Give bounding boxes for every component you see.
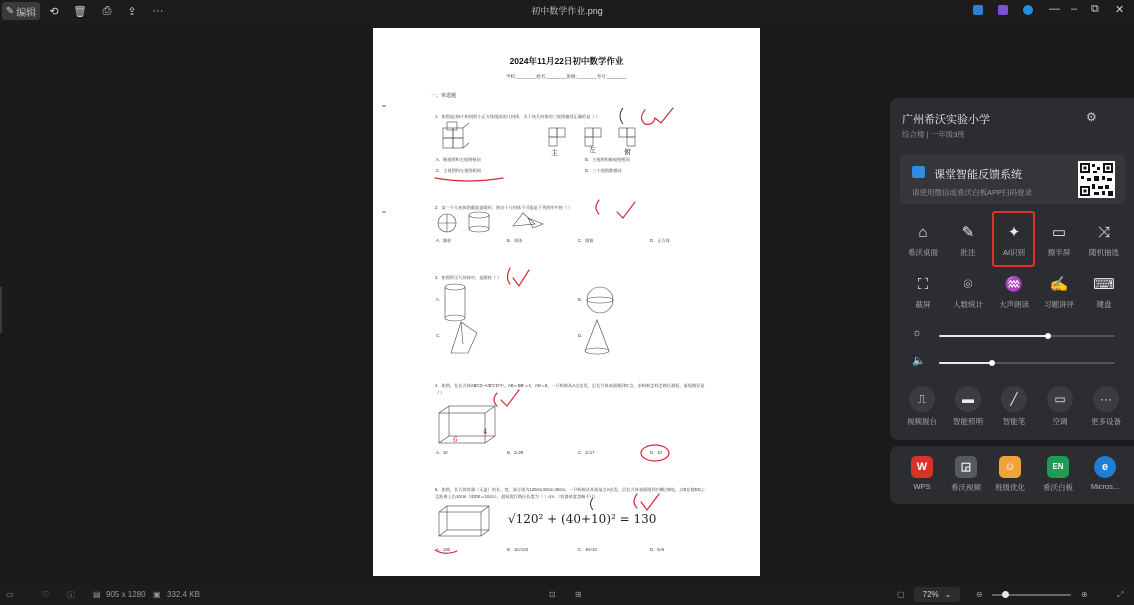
close-icon[interactable]: ✕ (1115, 4, 1125, 16)
zoom-level: 72% (922, 590, 939, 599)
question-2: 2．某一个几何体的截面是圆形，则这个几何体不可能是下列图形中的（ ） (435, 205, 573, 210)
volume-icon: 🔈 (912, 355, 926, 367)
option-text: A．130 (436, 547, 450, 552)
question-4: 4．如图，在长方体ABCD−A′B′C′D′中，AB＝BB′＝4，AD＝6，一只蚂蚁从A点出发，沿长方体表面爬到C′点，求蚂蚁怎样走路径最短，最短路径是（ ） (435, 383, 705, 395)
info-icon[interactable]: ⓘ (67, 591, 75, 600)
app-seewo-whiteboard[interactable] (1035, 456, 1081, 493)
feedback-subtitle: 请使用微信或希沃白板APP扫码登录 (912, 188, 1033, 197)
pen-icon: ✎ (961, 224, 975, 241)
filmstrip-icon[interactable]: ▭ (6, 590, 14, 599)
q1-views-figure (549, 128, 635, 146)
screenshot-icon: ⛶ (917, 276, 929, 293)
window-title: 初中数学作业.png (531, 6, 603, 16)
shuffle-icon: ⤨ (1097, 224, 1110, 241)
option-text: C．主视图和左视图相同 (436, 168, 481, 173)
read-aloud-icon: ♒ (1004, 276, 1024, 293)
edge-icon: e (1094, 456, 1116, 478)
device-air-conditioner[interactable] (1037, 386, 1083, 427)
volume-fill (939, 362, 992, 364)
tool-label: 截屏 (915, 300, 931, 309)
tool-label: 人数统计 (953, 300, 983, 309)
option-text: A． (436, 297, 443, 302)
light-icon: ▬ (955, 386, 981, 412)
tool-random-pick[interactable] (1082, 222, 1126, 266)
app-wps[interactable] (899, 456, 945, 491)
option-text: D．三个视图都相同 (585, 168, 622, 173)
air-conditioner-icon: ▭ (1047, 386, 1073, 412)
fullscreen-icon[interactable]: ▢ (897, 590, 905, 599)
figure-drawings (373, 28, 760, 576)
q4-box (439, 406, 495, 443)
classroom-control-panel (890, 98, 1134, 440)
seewo-whiteboard-icon: EN (1047, 456, 1069, 478)
page-title: 2024年11月22日初中数学作业 (509, 56, 624, 66)
option-text: C． (436, 333, 444, 338)
device-smart-pen[interactable] (991, 386, 1037, 427)
rotate-icon: ⟲ (49, 5, 59, 18)
tool-label: 随机抽选 (1089, 248, 1119, 257)
volume-track[interactable] (939, 362, 1115, 364)
tool-label: 希沃桌面 (908, 248, 938, 257)
option-text: D． (578, 333, 586, 338)
question-1: 1．如图是由5个相同的小正方体组成的几何体，关于该几何体的三视图描述正确的是（ ） (435, 114, 600, 119)
option-text: A．10 (436, 450, 448, 455)
document-image (373, 28, 760, 576)
volume-slider[interactable] (912, 356, 1122, 368)
expand-icon[interactable]: ⤢ (1117, 590, 1124, 599)
sparkle-icon: ✦ (1007, 224, 1021, 241)
option-text: C．圆锥 (578, 238, 594, 243)
tool-exercise-review[interactable] (1037, 274, 1081, 318)
edit-icon: ✎ (5, 5, 15, 17)
home-icon: ⌂ (918, 224, 928, 241)
app-shortcut-icon[interactable] (998, 5, 1008, 15)
option-text: B．球体 (507, 238, 523, 243)
filesize-icon: ▣ (153, 590, 161, 599)
status-bar (0, 585, 1134, 605)
device-smart-lighting[interactable] (945, 386, 991, 427)
tool-label: AI识别 (1002, 248, 1026, 257)
option-text: D．10 (650, 450, 662, 455)
chevron-down-icon: ⌄ (944, 590, 952, 599)
zoom-in-icon[interactable]: ⊕ (1081, 590, 1088, 599)
student-info-line: 学校:________姓名:________班级:________考号:________ (505, 74, 628, 79)
q1-cube-figure (443, 122, 469, 148)
handwritten-label: 4 (483, 428, 488, 436)
option-text: B．10√133 (507, 547, 528, 552)
tool-label: 习题讲评 (1044, 300, 1074, 309)
option-text: D．正方体 (650, 238, 670, 243)
section-heading: 一、单选题 (431, 93, 457, 99)
tool-label: 批注 (960, 248, 976, 257)
tool-read-aloud[interactable] (992, 274, 1036, 318)
tool-label: 键盘 (1096, 300, 1112, 309)
q5-box (439, 506, 489, 536)
feedback-system-card[interactable] (900, 154, 1126, 204)
option-text: C．2√17 (578, 450, 595, 455)
handwritten-label: 6 (453, 436, 458, 444)
settings-icon[interactable]: ⚙ (1086, 110, 1097, 124)
option-text: B．2√29 (507, 450, 524, 455)
device-document-camera[interactable] (899, 386, 945, 427)
device-more[interactable] (1083, 386, 1129, 427)
app-label: Micros... (1090, 482, 1120, 491)
question-3: 3．如图所示几何体中，是圆柱（ ） (435, 275, 502, 280)
zoom-out-icon[interactable]: ⊖ (976, 590, 983, 599)
handwritten-label: 俯 (624, 148, 631, 156)
option-text: B． (578, 297, 585, 302)
volume-handle[interactable] (989, 360, 995, 366)
keyboard-icon: ⌨ (1093, 276, 1115, 293)
zoom-slider-handle[interactable] (1002, 591, 1009, 598)
qr-code (1078, 161, 1115, 198)
app-class-optimize[interactable] (987, 456, 1033, 493)
people-count-icon: ⌾ (963, 276, 973, 293)
q3-shapes (445, 284, 613, 354)
tool-screenshot[interactable] (901, 274, 945, 318)
onedrive-icon[interactable] (1023, 5, 1033, 15)
app-dock (890, 446, 1134, 504)
minimize-icon[interactable]: — (1049, 3, 1060, 15)
option-text: C．40√10 (578, 547, 597, 552)
image-dimensions: 905 x 1280 (106, 590, 146, 599)
option-text: D．6√5 (650, 547, 665, 552)
option-text: A．圆柱 (436, 238, 452, 243)
question-5: 5．如图，长方体容器（无盖）的长、宽、高分别为120cm,50cm,40cm，一只蚂蚁从外部某点A出发，沿长方体表面爬到内侧点B处，点B在棱DG上且距离上沿10cm（即DE＝10cm），最短爬行路径长度为（ ）cm．（容器厚度忽略不计） (435, 487, 706, 499)
device-label: 智能照明 (953, 417, 983, 426)
seewo-video-icon: ◲ (955, 456, 977, 478)
smart-pen-icon: ╱ (1001, 386, 1027, 412)
half-screen-icon: ▭ (1051, 224, 1067, 241)
brightness-track[interactable] (939, 335, 1115, 337)
class-optimize-icon: ☺ (999, 456, 1021, 478)
document-camera-icon: ⎍ (909, 386, 935, 412)
side-handle[interactable] (0, 287, 2, 333)
tool-label: 大声朗读 (999, 300, 1029, 309)
handwritten-formula: √120² + (40+10)² = 130 (508, 512, 657, 526)
tool-people-count[interactable] (946, 274, 990, 318)
brightness-fill (939, 335, 1048, 337)
app-seewo-video[interactable] (943, 456, 989, 493)
handwritten-label: 左 (589, 146, 596, 154)
tool-seewo-desktop[interactable] (901, 222, 945, 266)
share-icon: ⇪ (127, 5, 137, 18)
minimize-button[interactable]: – (1071, 3, 1078, 15)
device-label: 更多设备 (1091, 417, 1121, 426)
app-label: 希沃视频 (951, 483, 981, 492)
favorite-icon[interactable]: ♡ (42, 590, 50, 599)
annotation-ink (383, 106, 673, 553)
tool-keyboard[interactable] (1082, 274, 1126, 318)
handwritten-label: 主 (551, 149, 558, 157)
app-microsoft-edge[interactable] (1082, 456, 1128, 491)
option-text: A．俯视图和左视图相同 (436, 157, 481, 162)
review-icon: ✍ (1049, 276, 1069, 293)
device-label: 视频展台 (907, 417, 937, 426)
dimensions-icon: ▤ (93, 590, 101, 599)
handwriting-ink (591, 108, 624, 510)
app-label: 希沃白板 (1043, 483, 1073, 492)
tool-annotate[interactable] (946, 222, 990, 266)
ai-recognition-highlight (992, 211, 1035, 267)
app-label: 班级优化 (995, 483, 1025, 492)
print-icon: ⎙ (102, 4, 112, 17)
edit-label: 编辑 (16, 7, 37, 19)
more-icon: ··· (152, 5, 164, 17)
trash-icon: 🗑 (73, 5, 87, 18)
tool-erase-half-screen[interactable] (1037, 222, 1081, 266)
restore-icon[interactable]: ⧉ (1091, 3, 1099, 15)
brightness-slider[interactable] (912, 329, 1122, 341)
app-label: WPS (913, 482, 931, 491)
device-label: 智能笔 (1002, 417, 1026, 426)
class-location: 综合楼 | 一年级3班 (902, 130, 965, 139)
feedback-logo-icon (912, 166, 925, 178)
zoom-dropdown[interactable] (914, 587, 960, 602)
top-toolbar (0, 0, 1134, 22)
brightness-handle[interactable] (1045, 333, 1051, 339)
fit-screen-icon[interactable]: ⊡ (549, 590, 556, 599)
option-text: B．主视图和俯视图相同 (585, 157, 630, 162)
file-size: 332.4 KB (167, 590, 200, 599)
q2-shapes (438, 212, 543, 232)
brightness-icon: ☼ (912, 327, 923, 339)
feedback-title: 课堂智能反馈系统 (934, 169, 1022, 181)
more-icon: ··· (1093, 386, 1119, 412)
app-shortcut-icon[interactable] (973, 5, 983, 15)
wps-icon: W (911, 456, 933, 478)
school-name: 广州希沃实验小学 (902, 114, 990, 126)
actual-size-icon[interactable]: ⊞ (575, 590, 582, 599)
device-label: 空调 (1052, 417, 1068, 426)
tool-label: 擦半屏 (1047, 248, 1071, 257)
